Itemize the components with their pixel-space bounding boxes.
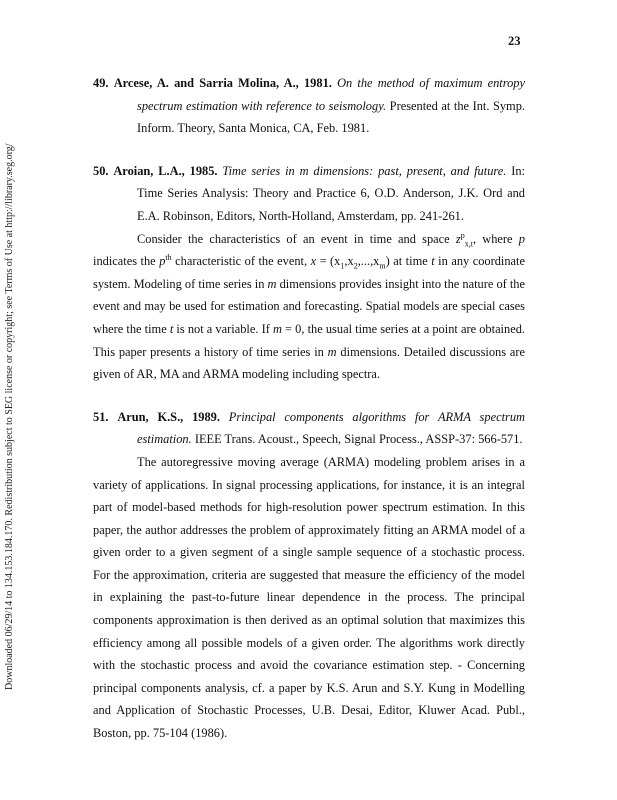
entry-source: In: Time Series Analysis: Theory and Practice 6, O.D. Anderson, J.K. Ord and E.A. Robinson, Editors, North-Holland, Amsterdam, pp. 241-261. bbox=[137, 163, 525, 223]
entry-title: On the method of maximum entropy spectrum estimation with reference to seismology. bbox=[137, 76, 525, 113]
bibliography-entry-50 bbox=[93, 160, 525, 386]
entry-year: 1989. bbox=[192, 409, 220, 424]
citation bbox=[93, 406, 525, 451]
entry-number: 49. bbox=[93, 76, 109, 90]
download-notice: Downloaded 06/29/14 to 134.153.184.170. Redistribution subject to SEG license or copyright; see Terms of Use at http://library.seg.org/ bbox=[4, 143, 15, 690]
entry-source: Presented at the Int. Symp. Inform. Theory, Santa Monica, CA, Feb. 1981. bbox=[137, 98, 525, 136]
entry-year: 1981. bbox=[303, 76, 332, 90]
citation bbox=[93, 160, 525, 228]
entry-source: IEEE Trans. Acoust., Speech, Signal Process., ASSP-37: 566-571. bbox=[194, 432, 523, 447]
entry-authors: Aroian, L.A., bbox=[113, 163, 185, 178]
bibliography-entry-49 bbox=[93, 72, 525, 140]
entry-authors: Arcese, A. and Sarria Molina, A., bbox=[113, 76, 299, 90]
bibliography-entry-51 bbox=[93, 406, 525, 745]
entry-abstract: The autoregressive moving average (ARMA) modeling problem arises in a variety of applications. In signal processing applications, for instance, it is an integral part of model-based methods for high-resolution power spectrum estimation. In this paper, the author addresses the problem of approximately fitting an ARMA model of a given order to a given segment of a single sample sequence of a stochastic process. For the approximation, criteria are suggested that measure the efficiency of the model in explaining the past-to-future linear dependence in the process. The principal components approximation is then derived as an optimal solution that maximizes this efficiency among all possible models of a given order. The algorithms work directly with the stochastic process and avoid the covariance estimation step. - Concerning principal components analysis, cf. a paper by K.S. Arun and S.Y. Kung in Modelling and Application of Stochastic Processes, U.B. Desai, Editor, Kluwer Acad. Publ., Boston, pp. 75-104 (1986). bbox=[93, 454, 525, 741]
page-number: 23 bbox=[508, 34, 521, 48]
entry-authors: Arun, K.S., bbox=[117, 409, 184, 424]
entry-number: 51. bbox=[93, 409, 109, 424]
entry-number: 50. bbox=[93, 163, 109, 178]
entry-year: 1985. bbox=[189, 163, 218, 178]
entry-abstract: Consider the characteristics of an event in time and space $z^p_{x,t}$, where p indicates the $p^{th}$ characteristic of the event, $x = (x_1,x_2,...,x_m)$ at time t in any coordinate system. Modeling of time series in m dimensions provides insight into the nature of the event and may be used for estimation and forecasting. Spatial models are special cases where the time t is not a variable. If m = 0, the usual time series at a point are obtained. This paper presents a history of time series in m dimensions. Detailed discussions are given of AR, MA and ARMA modeling including spectra. bbox=[93, 230, 526, 382]
citation bbox=[93, 72, 525, 140]
entry-title: Time series in m dimensions: past, present, and future. bbox=[222, 163, 507, 178]
bibliography-list bbox=[93, 72, 525, 765]
entry-title: Principal components algorithms for ARMA spectrum estimation. bbox=[137, 409, 525, 447]
